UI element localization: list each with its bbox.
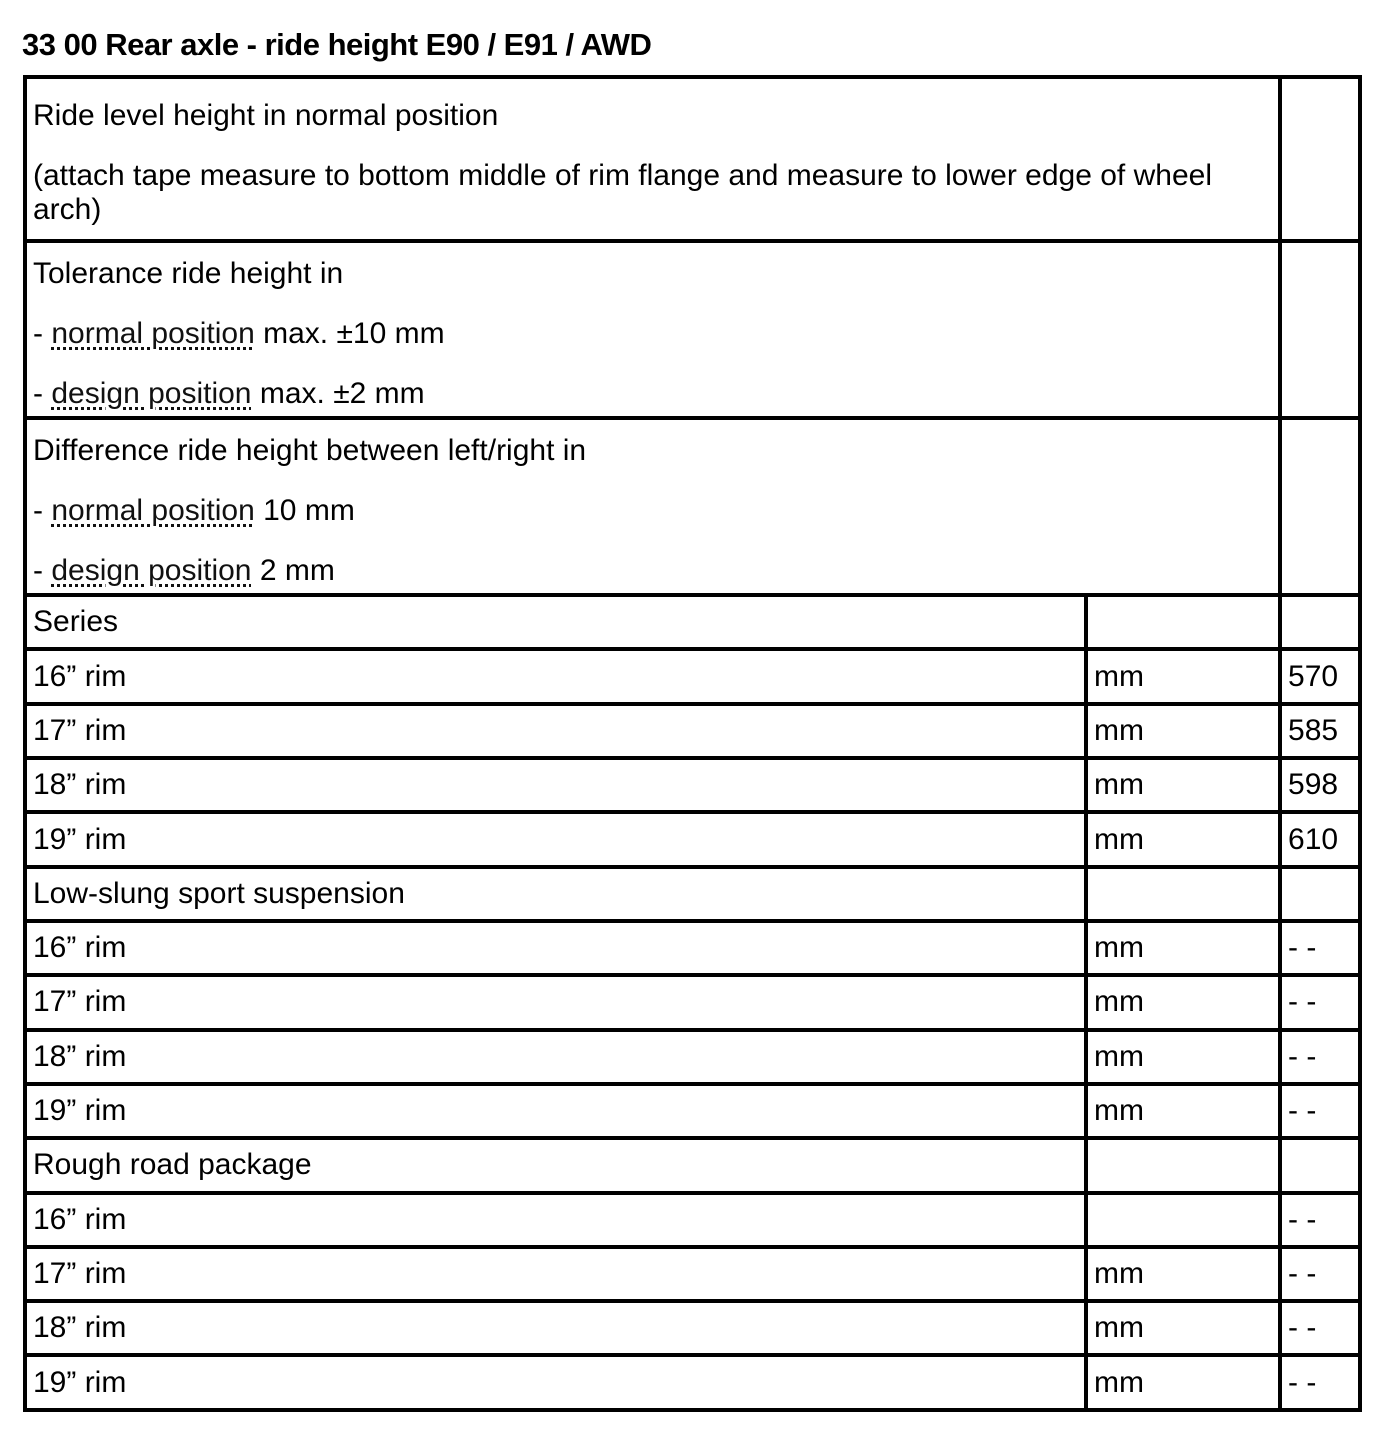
difference-row [25,418,1360,595]
tolerance-design-dash: - [33,376,43,410]
rim-size-label: 16” rim [25,649,1086,703]
difference-design-value: 2 mm [259,553,335,587]
group-header-row [25,595,1360,649]
table-row [25,1355,1360,1410]
rim-size-label: 17” rim [25,1247,1086,1301]
unit-label: mm [1086,1030,1280,1084]
group-value-cell [1280,867,1360,921]
group-name: Rough road package [25,1138,1086,1192]
tolerance-design-value: max. ±2 mm [259,376,425,410]
tolerance-heading: Tolerance ride height in [33,256,344,290]
rim-size-label: 19” rim [25,812,1086,866]
ride-height-value: - - [1280,975,1360,1029]
table-row [25,975,1360,1029]
unit-label: mm [1086,758,1280,812]
group-name: Series [25,595,1086,649]
unit-label: mm [1086,1084,1280,1138]
unit-label: mm [1086,649,1280,703]
ride-level-row [25,77,1360,241]
table-row [25,758,1360,812]
ride-height-value: - - [1280,1247,1360,1301]
rim-size-label: 16” rim [25,921,1086,975]
tolerance-design-line [33,377,1272,411]
unit-label: mm [1086,1355,1280,1410]
difference-cell [25,418,1280,595]
difference-normal-position-link[interactable]: normal position [51,493,255,527]
tolerance-design-position-link[interactable]: design position [51,376,252,410]
ride-height-value: - - [1280,1355,1360,1410]
ride-height-value: - - [1280,1030,1360,1084]
unit-label: mm [1086,812,1280,866]
tolerance-value-cell [1280,241,1360,418]
rim-size-label: 19” rim [25,1355,1086,1410]
tolerance-row [25,241,1360,418]
unit-label: mm [1086,1247,1280,1301]
ride-height-value: 570 [1280,649,1360,703]
ride-height-value: - - [1280,1301,1360,1355]
ride-level-value-cell [1280,77,1360,241]
group-name: Low-slung sport suspension [25,867,1086,921]
ride-height-value: 610 [1280,812,1360,866]
group-unit-cell [1086,1138,1280,1192]
tolerance-normal-position-link[interactable]: normal position [51,316,255,350]
ride-height-value: - - [1280,1084,1360,1138]
ride-height-table [23,75,1362,1412]
tolerance-cell [25,241,1280,418]
table-row [25,649,1360,703]
ride-level-note: (attach tape measure to bottom middle of rim flange and measure to lower edge of wheel arch) [33,158,1212,226]
group-unit-cell [1086,595,1280,649]
ride-level-cell [25,77,1280,241]
rim-size-label: 17” rim [25,975,1086,1029]
ride-level-heading: Ride level height in normal position [33,98,499,132]
table-row [25,1301,1360,1355]
ride-height-value: 598 [1280,758,1360,812]
page-title: 33 00 Rear axle - ride height E90 / E91 / AWD [22,27,652,62]
rim-size-label: 18” rim [25,758,1086,812]
rim-size-label: 19” rim [25,1084,1086,1138]
difference-design-position-link[interactable]: design position [51,553,252,587]
table-row [25,704,1360,758]
ride-height-value: 585 [1280,704,1360,758]
tolerance-normal-dash: - [33,316,43,350]
rim-size-label: 17” rim [25,704,1086,758]
unit-label: mm [1086,921,1280,975]
ride-height-value: - - [1280,1193,1360,1247]
group-header-row [25,1138,1360,1192]
difference-normal-value: 10 mm [263,493,355,527]
table-row [25,1193,1360,1247]
unit-label: mm [1086,1301,1280,1355]
unit-label: mm [1086,704,1280,758]
difference-design-line [33,554,1272,588]
rim-size-label: 18” rim [25,1030,1086,1084]
unit-label [1086,1193,1280,1247]
group-value-cell [1280,595,1360,649]
rim-size-label: 16” rim [25,1193,1086,1247]
group-unit-cell [1086,867,1280,921]
difference-normal-dash: - [33,493,43,527]
difference-heading: Difference ride height between left/right in [33,433,587,467]
tolerance-normal-value: max. ±10 mm [263,316,445,350]
table-row [25,1084,1360,1138]
ride-height-value: - - [1280,921,1360,975]
group-header-row [25,867,1360,921]
difference-design-dash: - [33,553,43,587]
table-row [25,1247,1360,1301]
tolerance-normal-line [33,317,1272,351]
table-row [25,921,1360,975]
difference-value-cell [1280,418,1360,595]
rim-size-label: 18” rim [25,1301,1086,1355]
table-row [25,812,1360,866]
table-row [25,1030,1360,1084]
unit-label: mm [1086,975,1280,1029]
difference-normal-line [33,494,1272,528]
group-value-cell [1280,1138,1360,1192]
